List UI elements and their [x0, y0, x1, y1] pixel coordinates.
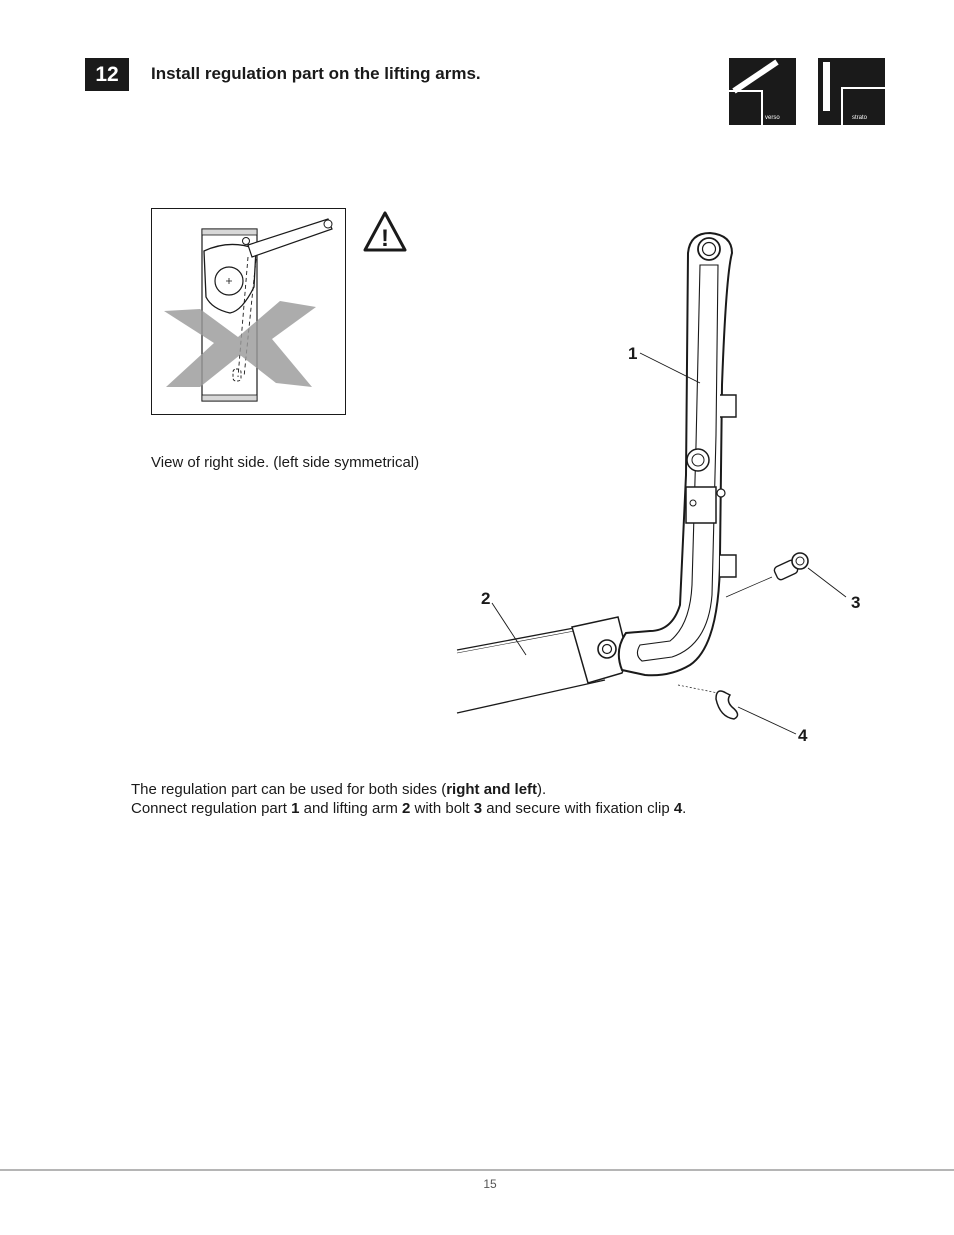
- step-number-badge: 12: [85, 58, 129, 91]
- instructions-text: and secure with fixation clip: [482, 800, 674, 817]
- assembly-illustration: [450, 225, 880, 750]
- instructions-text: Connect regulation part: [131, 800, 292, 817]
- part-ref-1: 1: [291, 800, 300, 817]
- step-title: Install regulation part on the lifting arms.: [151, 64, 481, 83]
- page-number: 15: [483, 1177, 497, 1191]
- strato-logo: [818, 58, 885, 125]
- fixation-clip: [716, 691, 738, 719]
- incorrect-mounting-illustration: [151, 208, 346, 415]
- verso-logo-caption: verso: [765, 115, 780, 121]
- verso-logo: [729, 58, 796, 125]
- callout-3: 3: [851, 593, 861, 612]
- part-ref-4: 4: [673, 800, 683, 817]
- strato-logo-caption: strato: [852, 115, 868, 121]
- lifting-arm-upper-edge: [457, 625, 590, 650]
- callout-2: 2: [481, 589, 491, 608]
- instructions-emphasis: right and left: [446, 781, 538, 798]
- instructions-line-1: [131, 780, 686, 799]
- lifting-arm-lower-edge: [457, 680, 605, 713]
- instructions-text: ).: [537, 781, 547, 798]
- view-note: View of right side. (left side symmetrical): [151, 454, 420, 471]
- footer-rule: [0, 1169, 954, 1171]
- callout-4: 4: [798, 726, 808, 745]
- part-ref-2: 2: [402, 800, 411, 817]
- warning-glyph: !: [381, 225, 389, 252]
- callout-1: 1: [628, 344, 638, 363]
- warning-triangle-icon: [362, 210, 408, 253]
- verso-logo-mark: [729, 58, 796, 125]
- instructions: [131, 780, 686, 818]
- instructions-text: .: [682, 800, 687, 817]
- instructions-text: with bolt: [410, 800, 474, 817]
- incorrect-mounting-drawing: [152, 209, 345, 414]
- bolt: [773, 553, 808, 581]
- part-ref-3: 3: [473, 800, 483, 817]
- instructions-text: and lifting arm: [299, 800, 402, 817]
- instructions-line-2: [131, 799, 686, 818]
- instructions-text: The regulation part can be used for both sides (: [131, 781, 447, 798]
